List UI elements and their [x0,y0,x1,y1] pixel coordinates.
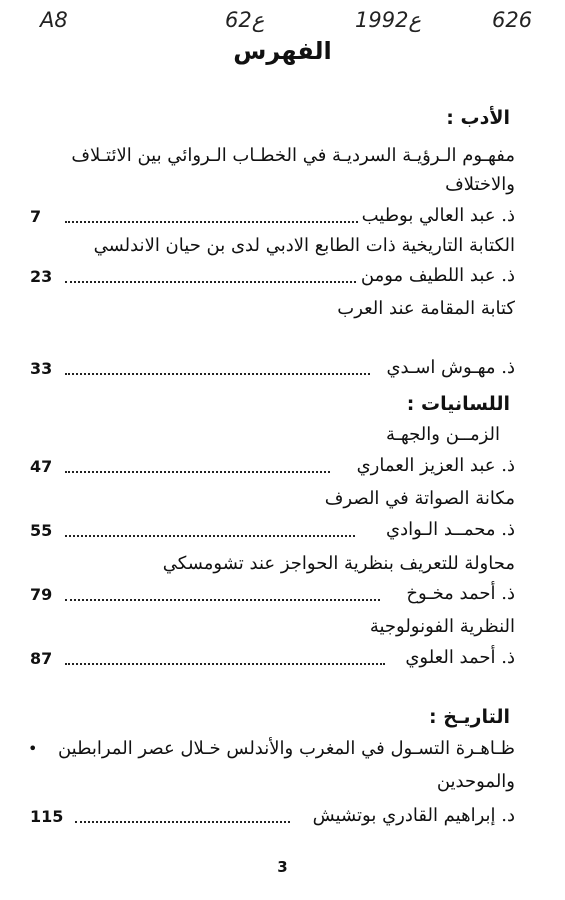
section-heading-linguistics: اللسانيات : [406,393,510,415]
toc-entry-row [30,265,515,291]
handwritten-note-left: A8 [40,8,68,32]
page-number: 55 [30,521,53,540]
entry-title: كتابة المقامة عند العرب [337,298,515,319]
author-name: ذ. عبد العزيز العماري [353,455,515,476]
section-heading-literature: الأدب : [446,107,510,129]
toc-entry-row [30,455,515,481]
page-number: 87 [30,649,53,668]
leader-dots [65,281,360,283]
toc-entry-row [30,357,515,383]
leader-dots [65,663,385,665]
author-name: ذ. مهـوش اسـدي [382,357,515,378]
entry-title: مفهـوم الـرؤيـة السرديـة في الخطـاب الـروائي بين الائتـلاف [71,145,515,166]
author-name: ذ. عبد العالي بوطيب [358,205,515,226]
leader-dots [65,471,330,473]
page-number: 23 [30,267,53,286]
page-number: 33 [30,359,53,378]
stray-mark: • [28,739,38,758]
page-number: 7 [30,207,42,226]
author-name: ذ. أحمد مخـوخ [402,583,515,604]
leader-dots [65,599,380,601]
entry-title: مكانة الصواتة في الصرف [324,488,515,509]
page-number: 115 [30,807,64,826]
toc-entry-row [30,647,515,673]
leader-dots [65,221,365,223]
toc-entry-row [30,519,515,545]
page-number: 47 [30,457,53,476]
author-name: ذ. أحمد العلوي [401,647,515,668]
toc-entry-row [30,205,515,231]
footer-page-number: 3 [277,858,288,876]
entry-title: الكتابة التاريخية ذات الطابع الادبي لدى بن حيان الاندلسي [93,235,515,256]
leader-dots [65,535,355,537]
page-title: الفهرس [233,37,332,65]
page-number: 79 [30,585,53,604]
handwritten-note-center-left: 62ع [225,8,265,32]
handwritten-note-right: 626 [492,8,533,32]
entry-title: والموحدين [436,771,515,792]
toc-entry-row [30,805,515,831]
entry-title: النظرية الفونولوجية [369,616,515,637]
entry-title: ظـاهـرة التسـول في المغرب والأندلس خـلال عصر المرابطين [57,738,515,759]
entry-title: والاختلاف [445,174,515,195]
entry-title: الزمــن والجهـة [385,424,500,445]
toc-entry-row [30,583,515,609]
author-name: ذ. عبد اللطيف مومن [357,265,515,286]
section-heading-history: التاريـخ : [428,706,510,728]
author-name: د. إبراهيم القادري بوتشيش [309,805,515,826]
author-name: ذ. محمــد الـوادي [382,519,515,540]
leader-dots [75,821,290,823]
handwritten-note-center-right: 1992ع [355,8,421,32]
leader-dots [65,373,370,375]
entry-title: محاولة للتعريف بنظرية الحواجز عند تشومسكي [162,553,515,574]
